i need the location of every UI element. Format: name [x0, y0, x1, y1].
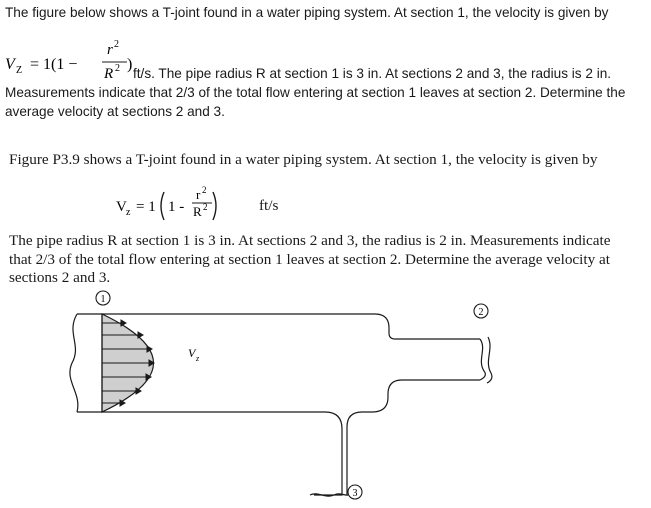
question-unit-text: ft/s. The pipe radius R at section 1 is 3 in. At sections 2 and 3, the radius is 2 in.	[133, 66, 612, 81]
book-intro: Figure P3.9 shows a T-joint found in a water piping system. At section 1, the velocity is given by	[9, 151, 598, 168]
eq-close: )	[127, 56, 133, 73]
book-eq-one: 1 -	[168, 199, 185, 215]
book-eq-lhs: V	[116, 199, 127, 215]
book-eq-right-paren	[213, 192, 216, 220]
book-eq-denominator: R	[193, 204, 202, 219]
eq-equals: = 1(1 −	[30, 56, 78, 73]
book-eq-equals: = 1	[136, 199, 156, 215]
eq-lhs: V	[5, 56, 15, 73]
book-rest: The pipe radius R at section 1 is 3 in. At sections 2 and 3, the radius is 2 in. Measurements indicate that 2/3 of the total flow entering at section 1 leaves at section 2. Determine the average velocity at sections 2 and 3.	[9, 232, 611, 286]
book-eq-numerator: r	[196, 187, 201, 202]
vz-label-sub: z	[196, 354, 200, 363]
section-1-label: 1	[100, 294, 106, 305]
section-2-label: 2	[478, 307, 484, 318]
eq-lhs-sub: Z	[16, 65, 23, 76]
eq-denominator: R	[104, 66, 114, 82]
eq-numerator-exp: 2	[114, 39, 119, 50]
book-eq-left-paren	[161, 192, 164, 220]
question-rest: Measurements indicate that 2/3 of the total flow entering at section 1 leaves at section 2. Determine the average velocity at sections 2 and 3.	[5, 85, 626, 119]
book-eq-denominator-exp: 2	[203, 202, 208, 212]
eq-numerator: r	[107, 42, 113, 58]
book-velocity-equation	[116, 185, 221, 225]
velocity-equation	[5, 38, 135, 82]
eq-denominator-exp: 2	[115, 63, 120, 74]
book-eq-lhs-sub: z	[126, 207, 131, 218]
vz-label: V	[188, 346, 196, 360]
book-eq-numerator-exp: 2	[202, 185, 207, 195]
book-eq-unit: ft/s	[259, 197, 279, 214]
section-3-label: 3	[352, 488, 358, 499]
t-joint-figure	[0, 283, 651, 508]
question-intro: The figure below shows a T-joint found in a water piping system. At section 1, the velocity is given by	[5, 5, 609, 20]
